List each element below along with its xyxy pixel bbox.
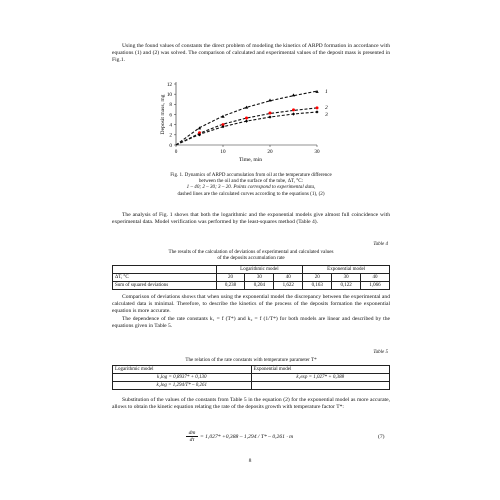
series-2-point (269, 111, 272, 114)
table4-cell: 40 (361, 274, 390, 282)
table4-cell: 0,122 (332, 282, 361, 290)
y-tick-label: 6 (169, 112, 172, 119)
table4-group-exp: Exponential model (303, 266, 390, 274)
figure-caption-line-2: between the oil and the surface of the tube, ΔT, °C: (198, 178, 304, 185)
table4-cell: 30 (332, 274, 361, 282)
table4-cell: 1,066 (361, 282, 390, 290)
equation-lhs-numerator: dm (186, 430, 198, 437)
series-2-fit-line (176, 108, 317, 145)
series-3-label: 3 (325, 111, 328, 118)
table4-label: Table 4 (373, 242, 388, 247)
table4-header-row (113, 266, 390, 274)
table4-corner (113, 266, 217, 274)
y-tick-label: 4 (169, 122, 172, 129)
substitution-paragraph: Substitution of the values of the constants from Table 5 in the equation (2) for the exponential model as more accurate, allows to obtain the kinetic equation relating the rate of the deposits growth with temperature factor T*: (112, 397, 390, 410)
series-3-point (315, 110, 318, 113)
figure-caption-line-1: Fig. 1. Dynamics of ARPD accumulation from oil at the temperature difference (170, 172, 332, 178)
series-1-point (315, 90, 318, 93)
series-1-point (198, 126, 201, 129)
table5-label: Table 5 (373, 350, 388, 355)
equation-rhs: = 1,027* +0,388 – 1,294 / T* – 0,261 · m (200, 434, 294, 440)
table4-cell: 0,163 (303, 282, 332, 290)
table4-row-temperature (113, 274, 390, 282)
x-tick-label: 0 (174, 149, 178, 155)
table5-cell: k₂log = 1,294/T* – 0,261 (113, 382, 252, 390)
table5-cell: k₁exp = 1,027* + 0,388 (251, 374, 390, 382)
table5-title: The relation of the rate constants with temperature parameter T* (185, 357, 317, 363)
table4-cell: 20 (303, 274, 332, 282)
table5 (112, 365, 390, 390)
figure-caption-line-4: dashed lines are the calculated curves according to the equations (1), (2) (177, 190, 325, 197)
page-number: 8 (248, 458, 252, 464)
table5-cell-empty (251, 382, 390, 390)
y-tick-label: 0 (169, 142, 172, 149)
series-3-point (245, 120, 248, 123)
table4 (112, 265, 390, 290)
analysis-paragraph: The analysis of Fig. 1 shows that both the logarithmic and the exponential models give almost full coincidence with experimental data. Model verification was performed by the least-squares method (Table 4). (112, 212, 390, 225)
series-2-label: 2 (325, 104, 328, 111)
dependence-paragraph: The dependence of the rate constants k₁ = f (T*) and k₂ = f (1/T*) for both models are linear and described by the equations given in Table 5. (112, 316, 390, 329)
series-2-point (222, 123, 225, 126)
series-1-point (292, 93, 295, 96)
y-tick-label: 10 (166, 91, 172, 98)
x-tick-label: 10 (220, 149, 226, 155)
y-tick-label: 8 (169, 102, 172, 109)
table4-row-deviations (113, 282, 390, 290)
x-tick-label: 20 (267, 149, 273, 155)
table4-cell: 30 (245, 274, 274, 282)
table4-cell: 0,238 (216, 282, 245, 290)
y-axis-label: Deposit mass, mg (160, 94, 166, 135)
table4-title (112, 249, 390, 261)
series-1-point (268, 98, 271, 101)
table5-cell: k₁log = 0,8937* + 0,130 (113, 374, 252, 382)
table5-head-log: Logarithmic model (113, 366, 252, 374)
table4-cell: 1,622 (274, 282, 303, 290)
y-tick-label: 2 (169, 132, 172, 139)
x-axis-label: Time, min (238, 157, 263, 163)
table4-cell: 0,204 (245, 282, 274, 290)
table4-title-line-2: of the deposits accumulation rate (217, 255, 285, 262)
series-3-point (221, 125, 224, 128)
equation-number: (7) (378, 434, 385, 440)
series-1-point (245, 106, 248, 109)
table4-row2-label: Sum of squared deviations (113, 282, 217, 290)
table4-group-log: Logarithmic model (216, 266, 303, 274)
series-2-point (292, 108, 295, 111)
figure-caption-line-3: 1 – 40; 2 – 30; 3 – 20. Points correspond to experimental data, (186, 184, 316, 191)
table5-head-exp: Exponential model (251, 366, 390, 374)
series-2-point (198, 131, 201, 134)
table4-row1-label: ΔT, °C (113, 274, 217, 282)
series-3-fit-line (176, 112, 317, 145)
series-1-label: 1 (325, 89, 328, 96)
comparison-paragraph: Comparison of deviations shows that when using the exponential model the discrepancy between the experimental and calculated data is minimal. Therefore, to describe the kinetics of the process of the deposits formation the exponential equation is more accurate. (112, 294, 390, 314)
table5-header-row (113, 366, 390, 374)
table4-title-line-1: The results of the calculation of deviations of experimental and calculated values (168, 249, 334, 255)
series-3-point (268, 115, 271, 118)
series-1-fit-line (176, 91, 317, 145)
table5-row (113, 382, 390, 390)
series-1-point (221, 115, 224, 118)
series-3-point (292, 112, 295, 115)
table4-cell: 20 (216, 274, 245, 282)
series-3-point (198, 133, 201, 136)
table5-row (113, 374, 390, 382)
y-tick-label: 12 (166, 81, 172, 88)
figure-caption (112, 172, 390, 197)
intro-paragraph: Using the found values of constants the direct problem of modeling the kinetics of ARPD formation in accordance with equations (1) and (2) was solved. The comparison of calculated and experimental values of the deposit mass is presented in Fig.1. (112, 43, 390, 63)
equation-lhs (186, 430, 198, 443)
equation-lhs-denominator: dτ (189, 437, 195, 443)
series-2-point (316, 106, 319, 109)
table4-cell: 40 (274, 274, 303, 282)
x-tick-label: 30 (314, 149, 320, 155)
series-2-point (245, 117, 248, 120)
